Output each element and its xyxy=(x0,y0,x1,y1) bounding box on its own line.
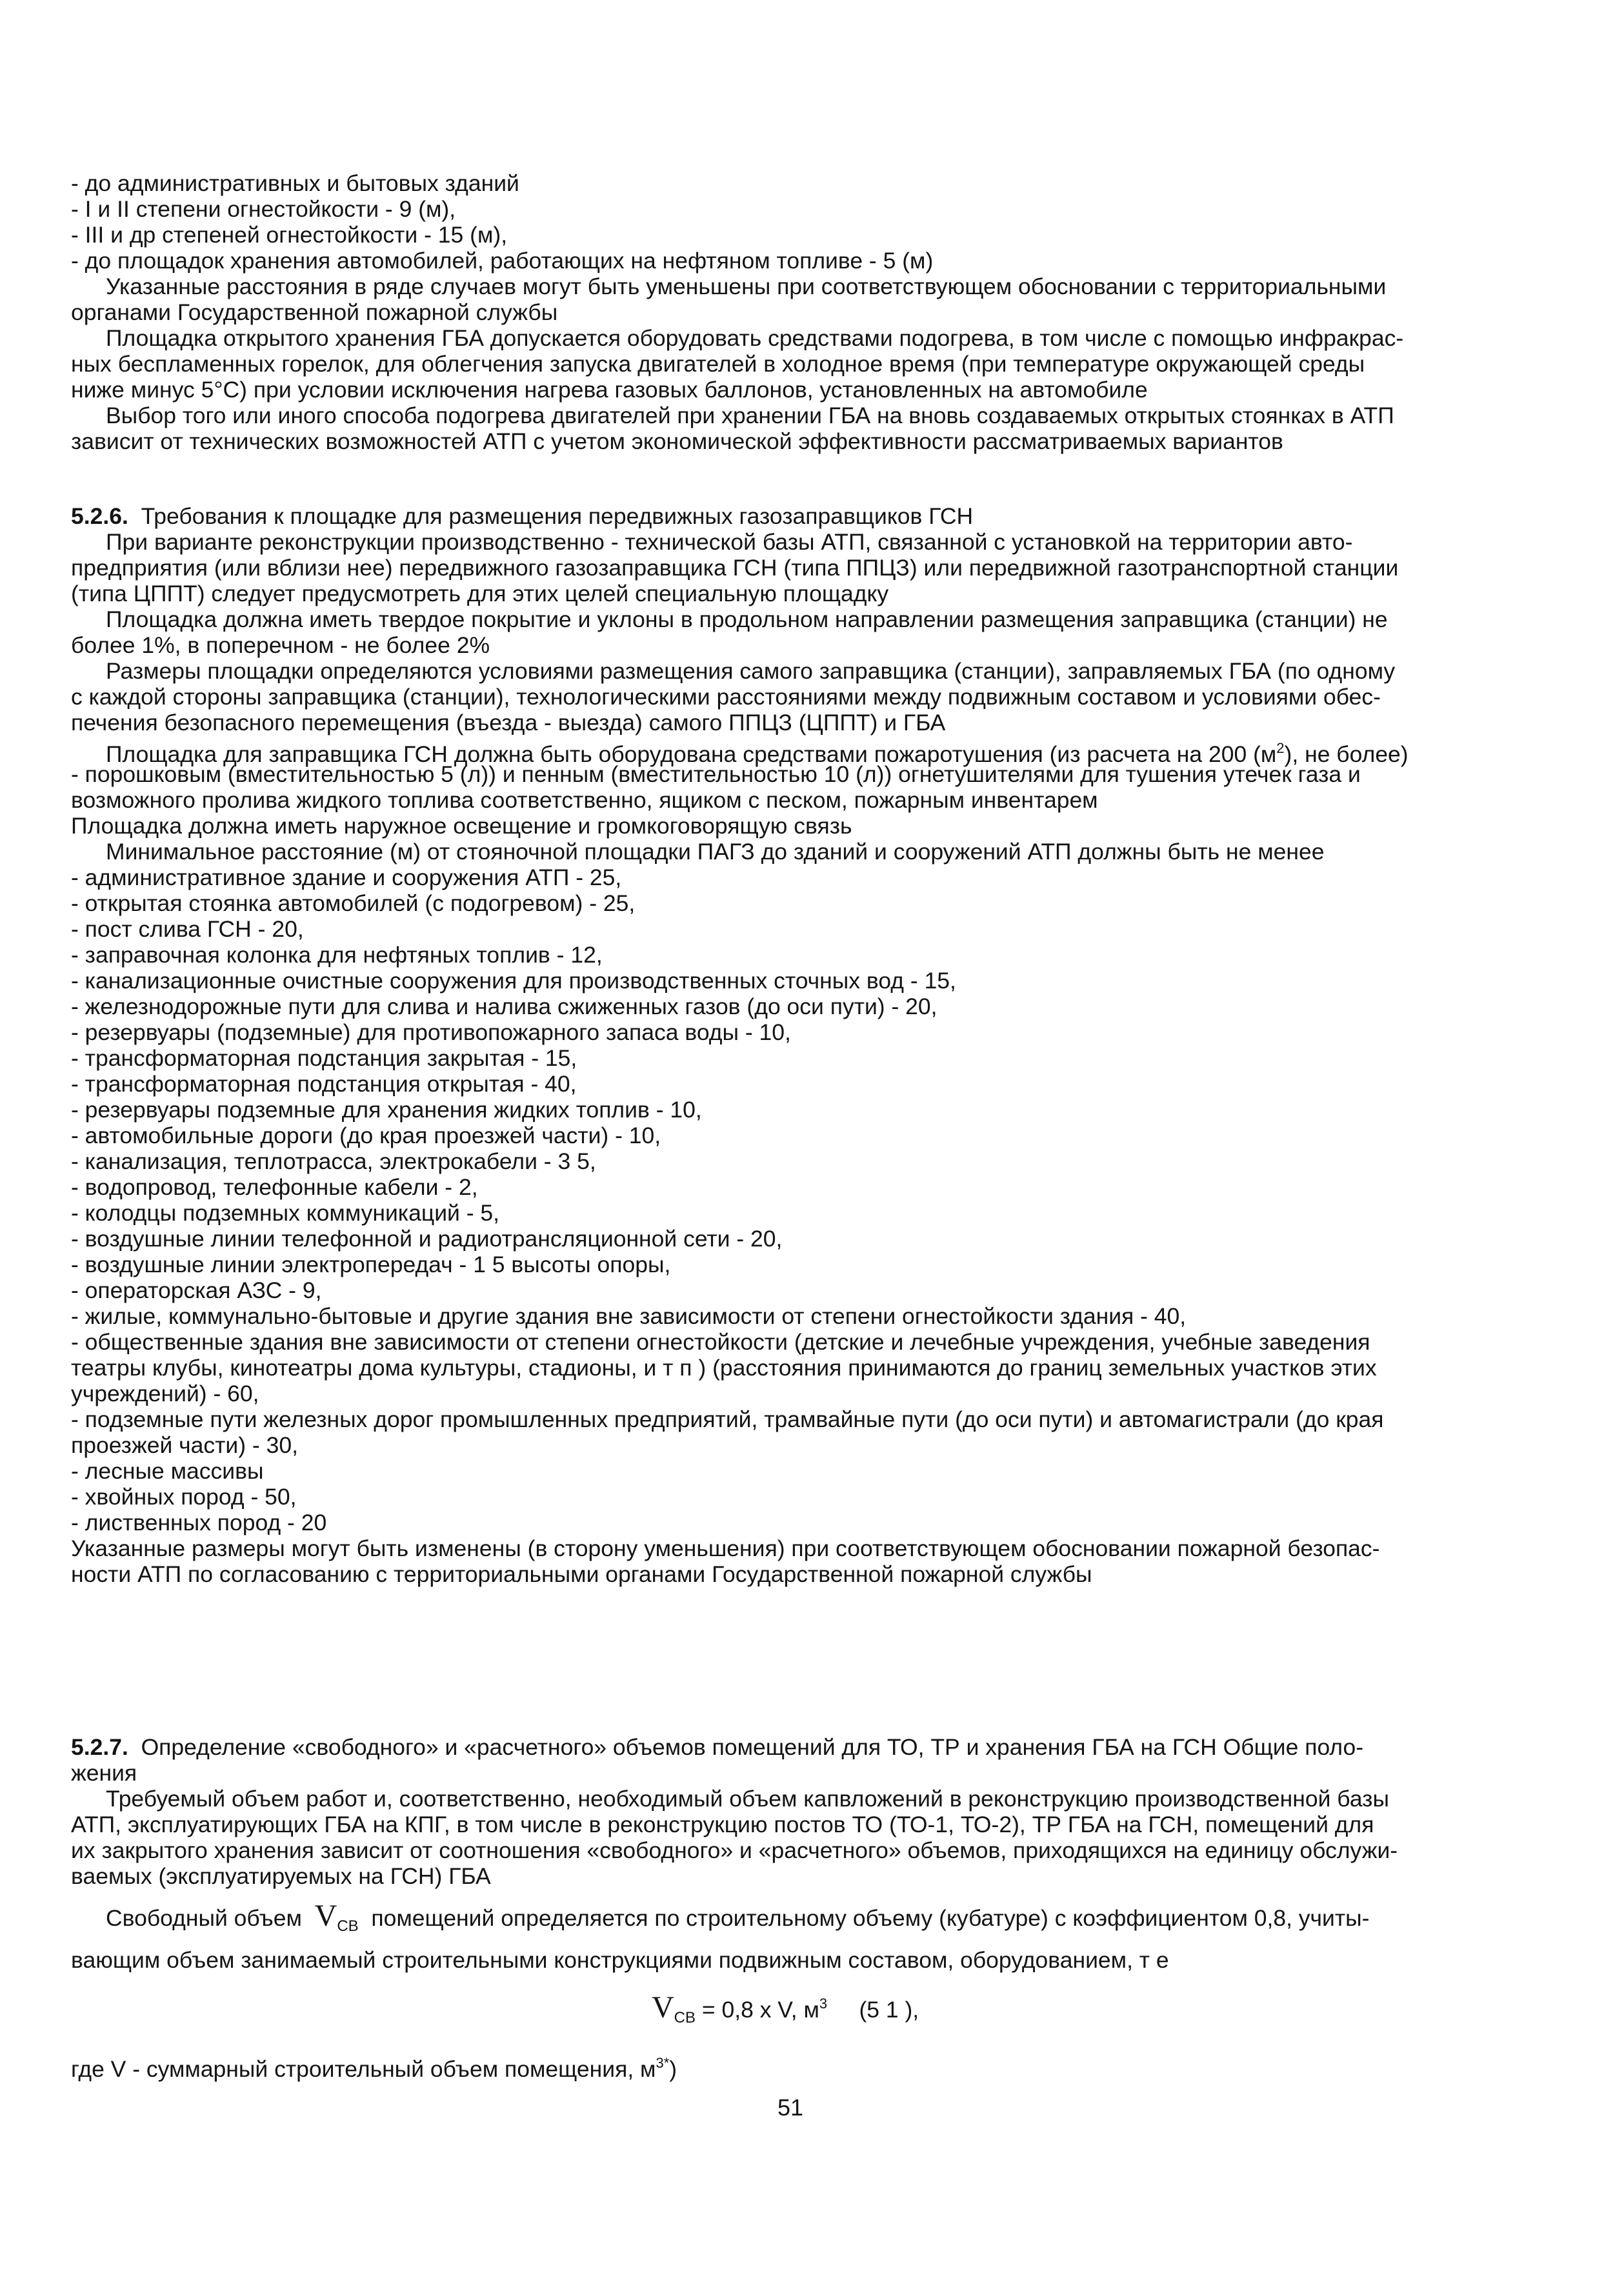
list-item: - открытая стоянка автомобилей (с подогревом) - 25, xyxy=(71,890,636,916)
text-line: Размеры площадки определяются условиями размещения самого заправщика (станции), заправляемых ГБА (по одному xyxy=(106,658,1396,684)
text-line: учреждений) - 60, xyxy=(71,1381,259,1406)
list-item: - заправочная колонка для нефтяных топлив - 12, xyxy=(71,942,603,968)
text-line: с каждой стороны заправщика (станции), технологическими расстояниями между подвижным составом и условиями обес- xyxy=(71,684,1381,710)
list-item: - колодцы подземных коммуникаций - 5, xyxy=(71,1200,500,1226)
text-line: Площадка должна иметь наружное освещение и громкоговорящую связь xyxy=(71,813,852,839)
text-line: АТП, эксплуатирующих ГБА на КПГ, в том числе в реконструкцию постов ТО (ТО-1, ТО-2), ТР ГБА на ГСН, помещений для xyxy=(71,1812,1374,1837)
list-item: - железнодорожные пути для слива и налива сжиженных газов (до оси пути) - 20, xyxy=(71,994,937,1019)
text-line: - порошковым (вместительностью 5 (л)) и пенным (вместительностью 10 (л)) огнетушителями для тушения утечек газа и xyxy=(71,761,1361,787)
list-item: - канализационные очистные сооружения для производственных сточных вод - 15, xyxy=(71,968,956,994)
formula-5-1 xyxy=(652,1990,919,2027)
text-span: помещений определяется по строительному объему (кубатуре) с коэффициентом 0,8, учиты- xyxy=(371,1905,1370,1931)
superscript: 3 xyxy=(819,1995,828,2012)
list-item: - воздушные линии электропередач - 1 5 высоты опоры, xyxy=(71,1252,671,1277)
superscript: 3* xyxy=(656,2055,670,2071)
text-span: Площадка для заправщика ГСН должна быть оборудована средствами пожаротушения (из расчета на 200 (м xyxy=(106,741,1277,767)
text-line: Площадка должна иметь твердое покрытие и уклоны в продольном направлении размещения заправщика (станции) не xyxy=(106,606,1388,632)
text-line: Указанные расстояния в ряде случаев могут быть уменьшены при соответствующем обосновании с территориальными xyxy=(106,274,1387,299)
text-line: - до административных и бытовых зданий xyxy=(71,170,519,196)
page-number: 51 xyxy=(777,2094,804,2121)
text-line xyxy=(106,1899,1370,1939)
text-line: Площадка открытого хранения ГБА допускается оборудовать средствами подогрева, в том числе с помощью инфракрас- xyxy=(106,325,1404,351)
text-line: ниже минус 5°C) при условии исключения нагрева газовых баллонов, установленных на автомобиле xyxy=(71,377,1148,403)
volume-symbol: V xyxy=(652,1990,674,2025)
list-item: - водопровод, телефонные кабели - 2, xyxy=(71,1174,478,1200)
text-line: - I и II степени огнестойкости - 9 (м), xyxy=(71,196,456,222)
list-item: - жилые, коммунально-бытовые и другие здания вне зависимости от степени огнестойкости здания - 40, xyxy=(71,1303,1187,1329)
section-heading xyxy=(71,503,973,529)
volume-symbol: V xyxy=(314,1899,337,1933)
list-item: - хвойных пород - 50, xyxy=(71,1484,297,1510)
list-item: - трансформаторная подстанция открытая - 40, xyxy=(71,1071,577,1097)
list-item: - подземные пути железных дорог промышленных предприятий, трамвайные пути (до оси пути) и автомагистрали (до края xyxy=(71,1406,1384,1432)
text-line: их закрытого хранения зависит от соотношения «свободного» и «расчетного» объемов, приходящихся на единицу обслужи- xyxy=(71,1837,1398,1863)
list-item: - воздушные линии телефонной и радиотрансляционной сети - 20, xyxy=(71,1226,783,1252)
text-span: Свободный объем xyxy=(106,1905,302,1931)
text-line: ных беспламенных горелок, для облегчения запуска двигателей в холодное время (при температуре окружающей среды xyxy=(71,351,1365,377)
text-line: предприятия (или вблизи нее) передвижного газозаправщика ГСН (типа ППЦЗ) или передвижной газотранспортной станции xyxy=(71,555,1399,581)
list-item: - резервуары подземные для хранения жидких топлив - 10, xyxy=(71,1097,702,1123)
text-line: При варианте реконструкции производственно - технической базы АТП, связанной с установкой на территории авто- xyxy=(106,529,1353,555)
text-line: Требуемый объем работ и, соответственно, необходимый объем капвложений в реконструкцию производственной базы xyxy=(106,1786,1389,1812)
list-item: - общественные здания вне зависимости от степени огнестойкости (детские и лечебные учреждения, учебные заведения xyxy=(71,1329,1370,1355)
subscript: СВ xyxy=(674,2009,696,2026)
text-line: - до площадок хранения автомобилей, работающих на нефтяном топливе - 5 (м) xyxy=(71,248,934,274)
text-line: театры клубы, кинотеатры дома культуры, стадионы, и т п ) (расстояния принимаются до границ земельных участков этих xyxy=(71,1355,1377,1381)
text-line: органами Государственной пожарной службы xyxy=(71,299,558,325)
text-span: где V - суммарный строительный объем помещения, м xyxy=(71,2056,656,2082)
section-heading xyxy=(71,1734,1363,1760)
text-line: ности АТП по согласованию с территориальными органами Государственной пожарной службы xyxy=(71,1561,1092,1587)
list-item: - операторская АЗС - 9, xyxy=(71,1277,322,1303)
text-line: печения безопасного перемещения (въезда - выезда) самого ППЦЗ (ЦППТ) и ГБА xyxy=(71,710,946,735)
superscript: 2 xyxy=(1276,740,1285,756)
text-line: проезжей части) - 30, xyxy=(71,1432,298,1458)
list-item: - трансформаторная подстанция закрытая - 15, xyxy=(71,1045,577,1071)
text-line xyxy=(71,2050,677,2082)
list-item: - административное здание и сооружения АТП - 25, xyxy=(71,865,622,890)
text-line: Указанные размеры могут быть изменены (в сторону уменьшения) при соответствующем обосновании пожарной безопас- xyxy=(71,1535,1380,1561)
text-line: - III и др степеней огнестойкости - 15 (м), xyxy=(71,222,508,248)
text-line: более 1%, в поперечном - не более 2% xyxy=(71,632,490,658)
text-line: зависит от технических возможностей АТП с учетом экономической эффективности рассматриваемых вариантов xyxy=(71,428,1283,454)
list-item: - лесные массивы xyxy=(71,1458,264,1484)
text-line: вающим объем занимаемый строительными конструкциями подвижным составом, оборудованием, т е xyxy=(71,1947,1169,1973)
text-span: ) xyxy=(669,2056,677,2082)
section-number: 5.2.7. xyxy=(71,1734,128,1760)
section-title: Определение «свободного» и «расчетного» объемов помещений для ТО, ТР и хранения ГБА на ГСН Общие поло- xyxy=(141,1734,1364,1760)
text-line: возможного пролива жидкого топлива соответственно, ящиком с песком, пожарным инвентарем xyxy=(71,787,1098,813)
text-line: жения xyxy=(71,1760,137,1786)
text-line: Выбор того или иного способа подогрева двигателей при хранении ГБА на вновь создаваемых открытых стоянках в АТП xyxy=(106,403,1394,428)
text-line: ваемых (эксплуатируемых на ГСН) ГБА xyxy=(71,1863,491,1889)
list-item: - автомобильные дороги (до края проезжей части) - 10, xyxy=(71,1123,661,1148)
list-item: - канализация, теплотрасса, электрокабели - 3 5, xyxy=(71,1148,596,1174)
subscript: СВ xyxy=(337,1917,359,1935)
section-number: 5.2.6. xyxy=(71,503,128,529)
formula-text: = 0,8 x V, м xyxy=(701,1997,819,2023)
list-item: - пост слива ГСН - 20, xyxy=(71,916,304,942)
text-line: Минимальное расстояние (м) от стояночной площадки ПАГЗ до зданий и сооружений АТП должны быть не менее xyxy=(106,839,1325,865)
text-span: ), не более) xyxy=(1284,741,1408,767)
section-title: Требования к площадке для размещения передвижных газозаправщиков ГСН xyxy=(141,503,974,529)
list-item: - лиственных пород - 20 xyxy=(71,1510,327,1535)
text-line: (типа ЦППТ) следует предусмотреть для этих целей специальную площадку xyxy=(71,581,889,606)
formula-number: (5 1 ), xyxy=(859,1997,919,2023)
list-item: - резервуары (подземные) для противопожарного запаса воды - 10, xyxy=(71,1019,791,1045)
